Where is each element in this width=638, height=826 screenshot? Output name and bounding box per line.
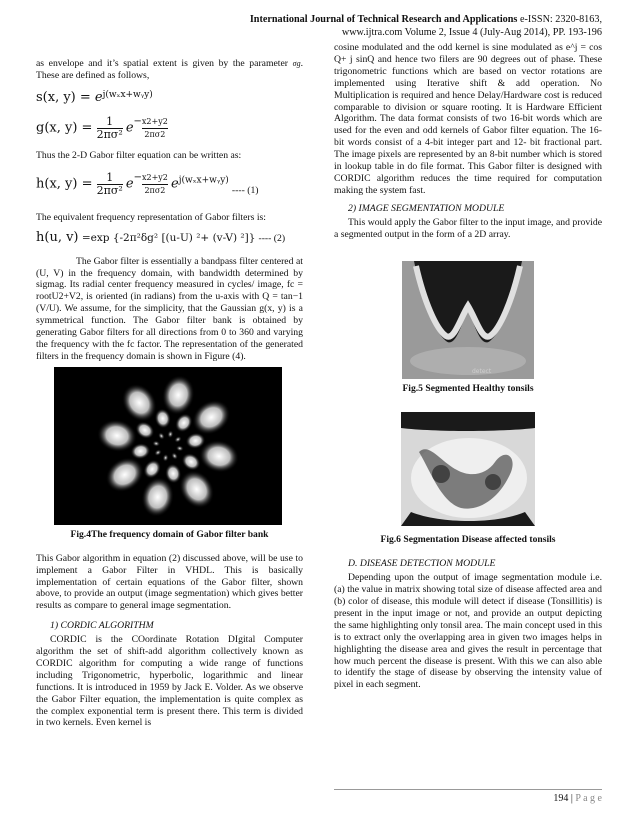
figure-caption: Fig.6 Segmentation Disease affected tonsils [380,534,556,546]
footer-rule [334,789,602,790]
section-heading: 1) CORDIC ALGORITHM [50,620,154,632]
page-label: P a g e [575,793,602,804]
sigma-symbol: σg [292,59,301,68]
diseased-tonsil-image [401,412,535,526]
left-column [36,58,303,729]
equation-h: h(x, y) = $\frac{1}{\text{2πσ²}}$ e− $\frac{x2+y2}{2\pi\sigma 2} e^{j(w_xx+wᵧy)}$ ---- (1) [36,170,259,197]
paragraph: The equivalent frequency representation of Gabor filters is: [36,211,266,223]
issn: e-ISSN: 2320-8163, [519,14,602,25]
paragraph: The Gabor filter is essentially a bandpass filter centered at (U, V) in the frequency domain, with bandwidth determined by sigmag. Its radial center frequency measured in cycles/ image, fc = rootU2+V2, is oriented (in radians) from the u-axis with Q = tan−1 (V/U). We assume, for the simplicity, that the Gaussian g(x, y) is a symmetrical function. The Gabor filter bank is obtained by generating Gabor filters for all directions from 0 to 360 and varying the frequency with the fc factor. The representation of the generated filters in the frequency domain is shown in Figure (4). [36,255,303,362]
paragraph: This would apply the Gabor filter to the input image, and provide a segmented output in the form of a 2D array. [334,216,602,240]
paragraph: as envelope and it’s spatial extent is given by the parameter σg. These are defined as follows, [36,58,304,81]
page-footer: 194 | P a g e [553,793,602,804]
equation-tag: ---- (2) [258,232,286,244]
section-heading: D. DISEASE DETECTION MODULE [348,558,496,570]
right-column [334,42,602,691]
svg-text:detect: detect [472,367,492,375]
equation-s: s(x, $y) = e^{j(w_xx+wᵧy)}$ [36,89,153,106]
paragraph: Thus the 2-D Gabor filter equation can be written as: [36,149,242,161]
equation-tag: ---- (1) [231,184,259,196]
paragraph: This Gabor algorithm in equation (2) discussed above, will be use to implement a Gabor Filter in VHDL. This is basically implementation of certain equations of the Gabor filter, shown above, to provide an output (image segmentation) which gives better results as compare to general image segmentation. [36,552,303,612]
healthy-tonsil-image [402,261,534,379]
header-line-1 [200,14,602,27]
page-number: 194 [553,793,569,804]
equation-H: h(u, v) =exp {-2π²δg² [(u-U) ²+ (v-V) ²]} ---- (2) [36,229,286,245]
paragraph: CORDIC is the COordinate Rotation DIgital Computer algorithm the set of shift-add algorithm collectively known as CORDIC algorithm for computing a wide range of functions including Trigonometric, hyperbolic, logarithmic and linear functions. It is introduced in 1959 by Jack E. Volder. As we observe the Gabor Filter equation, the implementation is quite complex as the complex exponential term is present there. This term is divided in two kernels. Even kernel is [36,634,303,729]
paragraph: cosine modulated and the odd kernel is sine modulated as e^j = cos Q+ j sinQ and hence two filers are 90 degrees out of phase. These trigonometric functions which are based on vector rotations are implemented using Iterative shift & add operation. No Multiplication is required and hence Delay/Hardware cost is reduced comparable to division or square rooting. It is Hardware Efficient Algorithm. The data format consists of two 16-bit words which are used for the even and odd kernels of Gabor filter equation. The 16-bit words consist of a 4-bit integer part and 12- bit fractional part. The image pixels are represented by an 8-bit number which is stored in lookup table in do file format. This Gabor filter is designed with CORDIC algorithm reduces the time required for computation making the system fast. [334,42,602,196]
header-line-2: www.ijtra.com Volume 2, Issue 4 (July-Aug 2014), PP. 193-196 [341,26,602,38]
gabor-frequency-figure [54,367,282,525]
journal-name: International Journal of Technical Research and Applications [249,14,518,25]
paragraph: Depending upon the output of image segmentation module i.e. (a) the value in matrix showing total size of disease affected area and (b) color of disease, this module will detect if disease (Tonsillitis) is present in the input image or not, and provide an output depicting the same highlighting only tonsil area. The main concept used in this is to extract only the overlapping area in given two images helps in highlighting the disease area and gives the result in percentage that how much percent the disease is present. With this we can also able to identify the stage of disease by observing the intensity value of pixel in each segment. [334,572,602,691]
figure-caption: Fig.4The frequency domain of Gabor filter bank [70,528,269,540]
section-heading: 2) IMAGE SEGMENTATION MODULE [348,202,505,214]
journal-header [200,14,602,39]
figure-caption: Fig.5 Segmented Healthy tonsils [402,382,534,394]
gabor-filter-bank-image [54,367,282,525]
equation-g: g(x, y) = $\frac{1}{\text{2πσ²}}$ e− $\frac{x2+y2}{2\pi\sigma 2}$ [36,114,168,141]
